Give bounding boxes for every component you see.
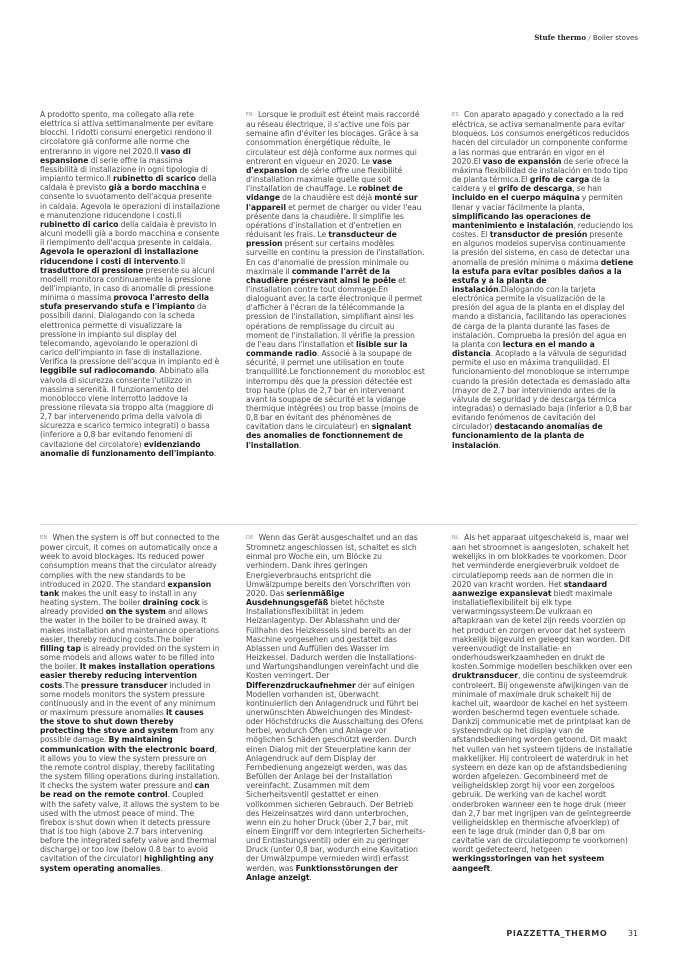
bold-text: vaso di espansione xyxy=(40,146,191,165)
bold-text: transductor de presión xyxy=(489,230,588,240)
bold-text: commande l'arrêt de la chaudière préservant ainsi le poêle xyxy=(246,266,396,285)
column-paragraph xyxy=(40,110,220,458)
bold-text: detiene la estufa para evitar posibles daños a la estufa y a la planta de instalación xyxy=(452,257,634,294)
bold-text: expansion tank xyxy=(40,579,212,598)
body-text: de la caldera y el xyxy=(452,175,610,194)
bold-text: provoca l'arresto della stufa preservando stufa e l'impianto xyxy=(40,293,210,312)
bold-text: highlighting any system operating anomalies xyxy=(40,854,214,873)
language-tag: ES xyxy=(452,112,459,118)
body-text: . Abbinato alla valvola di sicurezza consente l'utilizzo in massima serenità. Il funzionamento del monoblocco viene interrotto laddove la pressione rilevata sia troppo alta (maggiore di 2,7 bar intervenendo prima della valvola di sicurezza e scarico termico integrati) o bassa (inferiore a 0,8 bar evitando fenomeni di cavitazione del circolatore) xyxy=(40,366,214,449)
bold-text: rubinetto di carico xyxy=(40,219,119,229)
body-text: El xyxy=(520,175,530,185)
body-text: , se han xyxy=(572,184,602,194)
text-column-fr xyxy=(246,110,426,450)
language-tag: NL xyxy=(452,535,460,541)
text-column-es xyxy=(452,110,634,450)
bold-text: By maintaining communication with the electronic board xyxy=(40,735,215,754)
bold-text: monté sur l'appareil xyxy=(246,193,418,212)
body-text: de la chaudière est déjà xyxy=(279,193,375,203)
text-column-nl xyxy=(452,533,634,873)
body-text: Il xyxy=(176,210,182,220)
body-text: and allows the water in the boiler to be drained away. It makes installation and maintenance operations easier, thereby reducing costs. xyxy=(40,607,219,644)
bold-text: transducteur de pression xyxy=(246,230,397,249)
body-text: bietet höchste Installationsflexibilität in jedem Heizanlagentyp. Der Ablasshahn und der Füllhahn des Heizkessels sind bereits an der Maschine vorgesehen und gestattet das Ablassen und Auffüllen des Wasser im Heizkessel. Dadurch werden die Installations- und Wartungshandlungen vereinfacht und die Kosten verringert. Der xyxy=(246,598,419,681)
column-paragraph xyxy=(40,533,220,873)
column-paragraph xyxy=(452,533,634,873)
body-text: El xyxy=(473,156,483,166)
body-text: . xyxy=(62,680,65,690)
page-header xyxy=(534,33,638,42)
bold-text: Funktionsstörungen der Anlage anzeigt xyxy=(246,863,398,882)
body-text: presente en algunos modelos supervisa continuamente la presión del sistema, en caso de detectar una anomalía de presión mínima o máxima xyxy=(452,230,630,267)
bold-text: rubinetto di scarico xyxy=(113,174,196,184)
bold-text: già a bordo macchina xyxy=(108,183,200,193)
bold-text: vaso de expansión xyxy=(482,156,562,166)
language-tag: DE xyxy=(246,535,254,541)
language-tag: FR xyxy=(246,112,253,118)
text-column-de xyxy=(246,533,426,882)
body-text: Con aparato apagado y conectado a la red eléctrica, se activa semanalmente para evitar bloqueos. Los consumos energéticos reducidos hacen del circulador un componente conforme a las normas que entrarán en vigor en el 2020. xyxy=(452,110,630,166)
body-text: . Acoplado a la válvula de seguridad permite el uso en máxima tranquilidad. El funcionamiento del monobloque se interrumpe cuando la presión detectada es demasiado alta (mayor de 2,7 bar interviniendo antes de la válvula de seguridad y de descarga térmica integradas) o demasiado baja (inferior a 0,8 bar evitando fenómenos de cavitación del circulador) xyxy=(452,349,632,432)
bold-text: pressure transducer xyxy=(80,680,168,690)
body-text: biedt maximale installatieflexibiliteit bij elk type verwarmingssysteem. xyxy=(452,588,613,617)
body-text: . xyxy=(309,872,312,882)
bold-text: it causes the stove to shut down thereby protecting the stove and system xyxy=(40,707,204,736)
body-text: from any possible damage. xyxy=(40,726,214,745)
bold-text: draining cock xyxy=(142,598,200,608)
body-text: , it allows you to view the system pressure on the remote control display, thereby facilitating the system filling operations during installation. It checks the system water pressure and xyxy=(40,744,220,791)
body-text: Le fonctionnement du monobloc est interrompu dès que la pression détectée est trop haute (plus de 2,7 bar en intervenant avant la soupape de sécurité et la vidange thermique intégrées) ou trop basse (moins de 0,8 bar en évitant des phénomènes de cavitation dans le circulateur) en xyxy=(246,367,425,432)
body-text: . xyxy=(160,863,163,873)
bold-text: destacando anomalías de funcionamiento de la planta de instalación xyxy=(452,422,603,450)
body-text: . Associé à la soupape de sécurité, il permet une utilisation en toute tranquillité. xyxy=(246,349,412,377)
bold-text: lisible sur la commande radio xyxy=(246,339,408,359)
body-text: de série offre une flexibilité d'installation maximale quelle que soit l'installation de chauffage. Le xyxy=(246,165,403,194)
page-number: 31 xyxy=(627,929,638,938)
bold-text: werkingsstoringen van het systeem aangeeft xyxy=(452,854,605,873)
body-text: A prodotto spento, ma collegato alla rete elettrica si attiva settimanalmente per evitare blocchi. I ridotti consumi energetici rendono il circolatore già conforme alle norme che entreranno in vigore nel 2020. xyxy=(40,110,214,156)
body-text: . Coupled with the safety valve, it allows the system to be used with the utmost peace of mind. The firebox is shut down when it detects pressure that is too high (above 2.7 bars intervening before the integrated safety valve and thermal discharge) or too low (below 0.8 bar to avoid cavitation of the circulator) xyxy=(40,790,220,864)
body-text: When the system is off but connected to the power circuit, it comes on automatically once a week to avoid blockages. Its reduced power consumption means that the circulator already complies with the new standards to be introduced in 2020. The standard xyxy=(40,533,220,589)
bold-text: lectura en el mando a distancia xyxy=(452,339,595,359)
column-paragraph xyxy=(246,110,426,450)
body-text: . xyxy=(490,863,493,873)
bold-text: Agevola le operazioni di installazione riducendone i costi di intervento xyxy=(40,247,199,266)
body-text: presente su alcuni modelli monitora continuamente la pressione dell'impianto, in caso di anomalie di pressione minima o massima xyxy=(40,265,215,303)
body-text: . xyxy=(498,440,501,450)
body-text: della caldaia è previsto in alcuni modelli già a bordo macchina e consente il riempimento dell'acqua presente in caldaia. xyxy=(40,219,220,248)
body-text: der auf einigen Modellen vorhanden ist, überwacht kontinuierlich den Anlagendruck und führt bei unerwünschten Abweichungen des Mindest- oder Höchstdrucks die Ausschaltung des Ofens herbei, wodurch Ofen und Anlage vor möglichen Schäden geschützt werden. Durch einen Dialog mit der Steuerplatine kann der Anlagendruck auf dem Display der Fernbedienung angezeigt werden, was das Befüllen der Anlage bei der Installation vereinfacht. Zusammen mit dem Sicherheitsventil gestattet er einen vollkommen sicheren Gebrauch. Der Betrieb des Heizeinsatzes wird dann unterbrochen, wenn ein zu hoher Druck (über 2,7 bar, mit einem Eingriff vor dem integrierten Sicherheits- und Entlastungsventil) oder ein zu geringer Druck (unter 0,8 bar, wodurch eine Kavitation der Umwälzpumpe vermieden wird) erfasst werden, was xyxy=(246,680,426,873)
bold-text: It makes installation operations easier thereby reducing intervention costs xyxy=(40,662,215,690)
body-text: The boiler xyxy=(156,634,194,644)
body-text: . xyxy=(213,448,217,458)
body-text: is already provided xyxy=(40,598,208,617)
header-title: Stufe thermo xyxy=(534,33,587,42)
body-text: . xyxy=(299,440,302,450)
bold-text: druktransducer xyxy=(452,671,519,681)
text-column-en xyxy=(40,533,220,873)
bold-text: grifo de carga xyxy=(529,175,590,185)
bold-text: robinet de vidange xyxy=(246,184,403,203)
body-text: is already provided on the system in some models and allows water to be filled into the boiler. xyxy=(40,643,220,672)
body-text: Sommige modellen beschikken over een xyxy=(479,662,633,672)
body-text: , reduciendo los costes. El xyxy=(452,220,633,240)
body-text: . xyxy=(178,256,181,266)
body-text: Il xyxy=(180,256,186,266)
body-text: , die continu de systeemdruk controleert. Bij ongewenste afwijkingen van de minimale of maximale druk schakelt hij de kachel uit, waardoor de kachel en het systeem worden beschermd tegen eventuele schade. Dankzij communicatie met de printplaat kan de systeemdruk op het display van de afstandsbediening worden getoond. Dit maakt het vullen van het systeem tijdens de installatie makkelijker. Hij controleert de waterdruk in het systeem en deze kan op de afstandsbediening worden afgelezen. Gecombineerd met de veiligheidsklep zorgt hij voor een zorgeloos gebruik. De werking van de kachel wordt onderbroken wanneer een te hoge druk (meer dan 2,7 bar met ingrijpen van de geïntegreerde veiligheidsklep en thermische afvoerklep) of een te lage druk (minder dan 0,8 bar om cavitatie van de circulatiepomp te voorkomen) wordt gedetecteerd, hetgeen xyxy=(452,671,633,855)
body-text: En dialoguant avec la carte électronique il permet d'afficher à l'écran de la télécommande la pression de l'installation, simplifiant ainsi les opérations de remplissage du circuit au moment de l'installation. Il vérifie la pression de l'eau dans l'installation et xyxy=(246,284,422,349)
page-footer xyxy=(506,929,638,938)
body-text: The xyxy=(64,680,81,690)
language-tag: EN xyxy=(40,535,48,541)
body-text: de serie ofrece la máxima flexibilidad de instalación en todo tipo de planta térmica. xyxy=(452,156,629,185)
body-text: . xyxy=(498,284,501,294)
section-divider xyxy=(40,524,638,525)
bold-text: incluido en el cuerpo máquina xyxy=(452,193,580,203)
body-text: Il xyxy=(106,174,114,184)
bold-text: serienmäßige Ausdehnungsgefäß xyxy=(246,588,345,608)
body-text: y permiten llenar y vaciar fácilmente la planta, xyxy=(452,193,623,212)
text-column-it xyxy=(40,110,220,458)
body-text: De vulkraan en aftapkraan van de ketel zijn reeds voorzien op het product en zorgen ervoor dat het systeem makkelijk bijgevuld en geleegd kan worden. Dit vereenvoudigt de installatie- en onderhoudswerkzaamheden en drukt de kosten. xyxy=(452,607,631,672)
bold-text: on the system xyxy=(105,607,166,617)
bold-text: evidenziando anomalie di funzionamento dell'impianto xyxy=(40,439,214,458)
header-subtitle: Boiler stoves xyxy=(592,34,638,42)
column-paragraph xyxy=(246,533,426,882)
body-text: della caldaia è previsto xyxy=(40,174,217,193)
body-text: Il xyxy=(154,146,161,156)
body-text: Dialogando con la tarjeta electrónica permite la visualización de la presión del agua de la planta en el display del mando a distancia, facilitando las operaciones de carga de la planta durante las fases de instalación. Comprueba la presión del agua en la planta con xyxy=(452,284,627,349)
bold-text: filling tap xyxy=(40,643,81,653)
column-paragraph xyxy=(452,110,634,450)
body-text: Lorsque le produit est éteint mais raccordé au réseau électrique, il s'active une fois par semaine afin d'éviter les blocages. Grâce à sa consommation énergétique réduite, le circulateur est déjà conforme aux normes qui entreront en vigueur en 2020. Le xyxy=(246,110,420,166)
body-text: et l'installation contre tout dommage. xyxy=(246,275,406,294)
footer-brand: PIAZZETTA_THERMO xyxy=(506,929,608,938)
bold-text: vase d'expansion xyxy=(246,156,392,175)
bold-text: can be read on the remote control xyxy=(40,781,210,800)
bold-text: grifo de descarga xyxy=(497,184,573,194)
body-text: da possibili danni. Dialogando con la scheda elettronica permette di visualizzare la pressione in impianto sul display del telecomando, agevolando le operazioni di carico dell'impianto in fase di installazione. Verifica la pressione dell'acqua in impianto ed è xyxy=(40,302,220,367)
body-text: e consente lo svuotamento dell'acqua presente in caldaia. Agevola le operazioni di installazione e manutenzione riducendone i costi. xyxy=(40,183,220,220)
body-text: makes the unit easy to install in any heating system. The boiler xyxy=(40,588,197,608)
bold-text: signalant des anomalies de fonctionnement de l'installation xyxy=(246,422,412,450)
body-text: Wenn das Gerät ausgeschaltet und an das Stromnetz angeschlossen ist, schaltet es sich einmal pro Woche ein, um Blöcke zu verhindern. Dank ihres geringen Energieverbrauchs entspricht die Umwälzpumpe bereits den Vorschriften von 2020. Das xyxy=(246,533,418,598)
header-separator: / xyxy=(588,34,591,42)
bold-text: trasduttore di pressione xyxy=(40,265,144,275)
body-text: di serie offre la massima flessibilità di installazione in ogni tipologia di impianto termico. xyxy=(40,155,208,184)
body-text: included in some models monitors the system pressure continuously and in the event of any minimum or maximum pressure anomalies xyxy=(40,680,216,717)
bold-text: standaard aanwezige expansievat xyxy=(452,579,608,598)
bold-text: leggibile sul radiocomando xyxy=(40,366,155,376)
bold-text: Differenzdruckaufnehmer xyxy=(246,680,356,690)
bold-text: simplificando las operaciones de mantenimiento e instalación xyxy=(452,211,591,230)
body-text: Als het apparaat uitgeschakeld is, maar wel aan het stroomnet is aangesloten, schakelt het wekelijks in om blokkades te voorkomen. Door het verminderde energieverbruik voldoet de circulatiepomp reeds aan de normen die in 2020 van kracht worden. Het xyxy=(452,533,629,589)
body-text: et permet de charger ou vider l'eau présente dans la chaudière. Il simplifie les opérations d'installation et d'entretien en réduisant les frais. Le xyxy=(246,202,422,240)
body-text: présent sur certains modèles surveille en continu la pression de l'installation. En cas d'anomalie de pression minimale ou maximale il xyxy=(246,239,425,276)
